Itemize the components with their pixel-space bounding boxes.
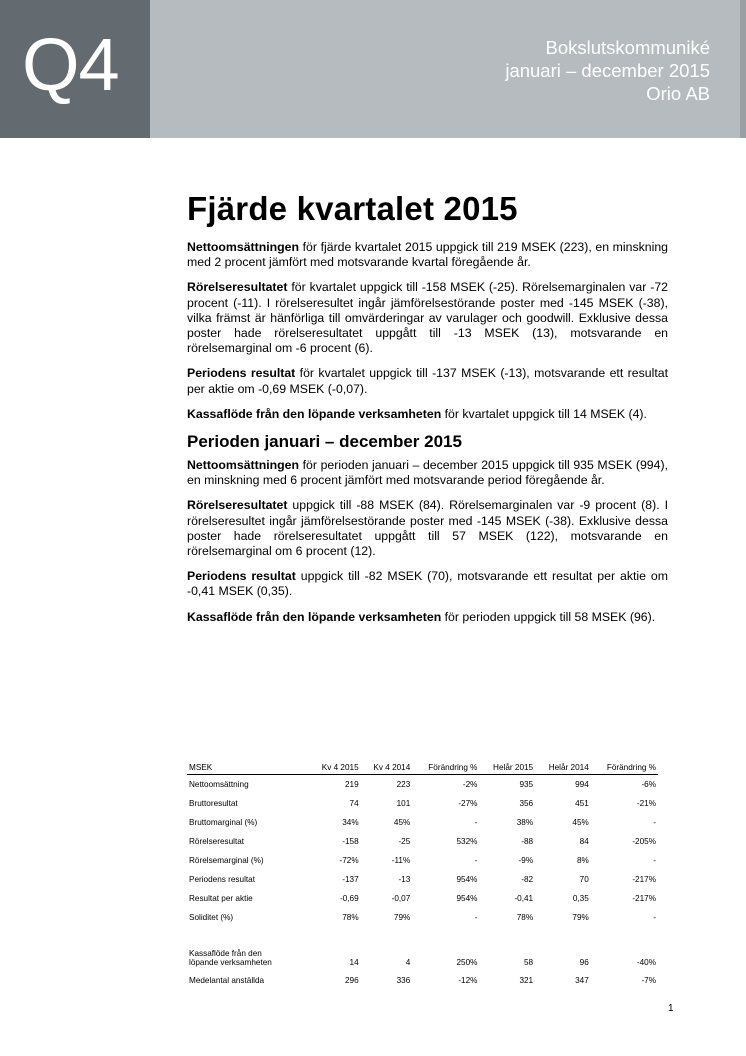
paragraph-text: för perioden uppgick till 58 MSEK (96). [441, 609, 656, 624]
value-cell: 58 [524, 958, 534, 967]
value-cell: 219 [344, 780, 359, 789]
value-cell: - [474, 913, 478, 922]
value-cell: -11% [391, 856, 411, 865]
row-label-cell: Bruttomarginal (%) [189, 818, 258, 827]
value-cell: -82 [521, 875, 534, 884]
page-title: Fjärde kvartalet 2015 [187, 190, 518, 227]
spacer-cell [187, 927, 658, 939]
paragraph-lead: Kassaflöde från den löpande verksamheten [187, 406, 442, 421]
paragraph-text: för kvartalet uppgick till -137 MSEK (-13), motsvarande ett resultat per aktie om -0,69 MSEK (-0,07). [187, 366, 668, 396]
table-row [187, 939, 658, 971]
value-cell: 78% [342, 913, 359, 922]
paragraph-year-period-result [187, 569, 668, 599]
quarter-label: Q4 [22, 23, 119, 106]
header-band [150, 0, 740, 138]
value-cell: -12% [458, 976, 478, 985]
value-cell: 4 [405, 958, 411, 967]
paragraph-year-cash-flow [187, 610, 668, 625]
table-row [187, 832, 658, 851]
paragraph-lead: Nettoomsättningen [187, 240, 300, 254]
paragraph-text: uppgick till -82 MSEK (70), motsvarande ett resultat per aktie om -0,41 MSEK (0,35). [187, 569, 668, 599]
value-cell: - [474, 818, 478, 827]
row-label-cell: Kassaflöde från den löpande verksamheten [189, 949, 272, 967]
paragraph-text: uppgick till -88 MSEK (84). Rörelsemarginalen var -9 procent (8). I rörelseresultet ingår jämförelsestörande poster med -145 MSEK (-38). Exklusive dessa poster hade rörelseresultatet uppgått till 57 MSEK (122), motsvarande en rörelsemarginal om 6 procent (12). [187, 498, 668, 559]
paragraph-lead: Kassaflöde från den löpande verksamheten [187, 609, 442, 624]
table-row [187, 813, 658, 832]
value-cell: 101 [396, 799, 411, 808]
paragraph-q4-period-result [187, 366, 668, 396]
value-cell: 84 [579, 837, 589, 846]
column-header: Förändring % [412, 762, 479, 775]
paragraph-q4-operating-result [187, 280, 668, 356]
value-cell: -205% [632, 837, 656, 846]
value-cell: -40% [636, 958, 656, 967]
paragraph-text: för kvartalet uppgick till 14 MSEK (4). [441, 406, 647, 421]
quarter-block [0, 0, 150, 138]
value-cell: - [474, 856, 478, 865]
value-cell: 954% [456, 875, 478, 884]
paragraph-text: för kvartalet uppgick till -158 MSEK (-25). Rörelsemarginalen var -72 procent (-11). I rörelseresultet ingår jämförelsestörande poster med -145 MSEK (-38), vilka främst är hänförliga till omvärderingar av varulager och goodwill. Exklusive dessa poster hade rörelseresultatet uppgått till -13 MSEK (13), motsvarande en rörelsemarginal om -6 procent (6). [187, 280, 668, 356]
value-cell: 70 [579, 875, 589, 884]
row-label-cell: Soliditet (%) [189, 913, 234, 922]
table-row [187, 889, 658, 908]
value-cell: -7% [641, 976, 656, 985]
table-row [187, 908, 658, 927]
report-type: Bokslutskommuniké [545, 37, 710, 58]
value-cell: 96 [579, 958, 589, 967]
value-cell: 74 [349, 799, 359, 808]
value-cell: 935 [519, 780, 534, 789]
row-label-cell: Periodens resultat [189, 875, 255, 884]
table-header-row [187, 762, 658, 775]
value-cell: - [653, 818, 656, 827]
column-header: Helår 2015 [479, 762, 535, 775]
row-label-cell: Nettoomsättning [189, 780, 249, 789]
value-cell: -137 [342, 875, 359, 884]
value-cell: 954% [456, 894, 478, 903]
value-cell: 451 [575, 799, 589, 808]
value-cell: 296 [344, 976, 359, 985]
value-cell: 532% [456, 837, 478, 846]
value-cell: 78% [516, 913, 534, 922]
key-figures-table [187, 762, 658, 990]
paragraph-q4-cash-flow [187, 407, 668, 422]
value-cell: 336 [396, 976, 411, 985]
value-cell: 8% [576, 856, 589, 865]
table-body [187, 775, 658, 991]
page-number: 1 [668, 1003, 674, 1014]
value-cell: 321 [519, 976, 534, 985]
paragraph-text: för perioden januari – december 2015 uppgick till 935 MSEK (994), en minskning med 6 procent jämfört med motsvarande period föregående år. [187, 458, 668, 488]
table-row [187, 971, 658, 990]
value-cell: 250% [456, 958, 478, 967]
value-cell: -27% [458, 799, 478, 808]
report-period: januari – december 2015 [505, 60, 710, 81]
column-header: Kv 4 2014 [361, 762, 413, 775]
paragraph-lead: Rörelseresultatet [187, 280, 288, 295]
row-label-cell: Rörelsemarginal (%) [189, 856, 264, 865]
value-cell: -217% [632, 875, 656, 884]
section-subtitle: Perioden januari – december 2015 [187, 432, 462, 452]
paragraph-lead: Nettoomsättningen [187, 458, 300, 473]
row-label-cell: Resultat per aktie [189, 894, 253, 903]
value-cell: 356 [519, 799, 534, 808]
row-label-cell: Medelantal anställda [189, 976, 265, 985]
value-cell: - [653, 856, 656, 865]
paragraph-lead: Rörelseresultatet [187, 498, 288, 513]
value-cell: -0,69 [339, 894, 359, 903]
value-cell: - [653, 913, 656, 922]
value-cell: -21% [636, 799, 656, 808]
table-row [187, 794, 658, 813]
value-cell: 14 [349, 958, 359, 967]
value-cell: 45% [572, 818, 589, 827]
column-header: MSEK [187, 762, 309, 775]
value-cell: 79% [393, 913, 411, 922]
value-cell: -0,41 [514, 894, 534, 903]
row-label-cell: Rörelseresultat [189, 837, 245, 846]
value-cell: 0,35 [572, 894, 589, 903]
value-cell: -25 [398, 837, 411, 846]
paragraph-text: för fjärde kvartalet 2015 uppgick till 219 MSEK (223), en minskning med 2 procent jämfört med motsvarande kvartal föregående år. [187, 240, 668, 270]
value-cell: 994 [575, 780, 589, 789]
value-cell: -6% [641, 780, 656, 789]
value-cell: 223 [396, 780, 411, 789]
paragraph-lead: Periodens resultat [187, 569, 296, 584]
value-cell: 347 [575, 976, 589, 985]
table-row [187, 851, 658, 870]
value-cell: -217% [632, 894, 656, 903]
value-cell: -2% [462, 780, 478, 789]
paragraph-year-net-sales [187, 458, 668, 488]
paragraph-q4-net-sales [187, 240, 668, 270]
value-cell: 38% [516, 818, 534, 827]
column-header: Helår 2014 [535, 762, 591, 775]
value-cell: 45% [393, 818, 411, 827]
value-cell: 34% [342, 818, 359, 827]
table-row [187, 775, 658, 795]
main-content [187, 190, 668, 635]
paragraph-lead: Periodens resultat [187, 366, 296, 381]
paragraph-year-operating-result [187, 498, 668, 559]
row-label-cell: Bruttoresultat [189, 799, 238, 808]
column-header: Kv 4 2015 [309, 762, 361, 775]
company-name: Orio AB [646, 83, 710, 104]
value-cell: -9% [518, 856, 534, 865]
value-cell: -158 [342, 837, 359, 846]
header-text [505, 36, 710, 105]
value-cell: 79% [572, 913, 589, 922]
value-cell: -88 [521, 837, 534, 846]
table-row [187, 870, 658, 889]
column-header: Förändring % [591, 762, 658, 775]
value-cell: -72% [339, 856, 359, 865]
value-cell: -13 [398, 875, 411, 884]
header-edge [740, 0, 746, 138]
table-spacer-row [187, 927, 658, 939]
value-cell: -0,07 [391, 894, 411, 903]
